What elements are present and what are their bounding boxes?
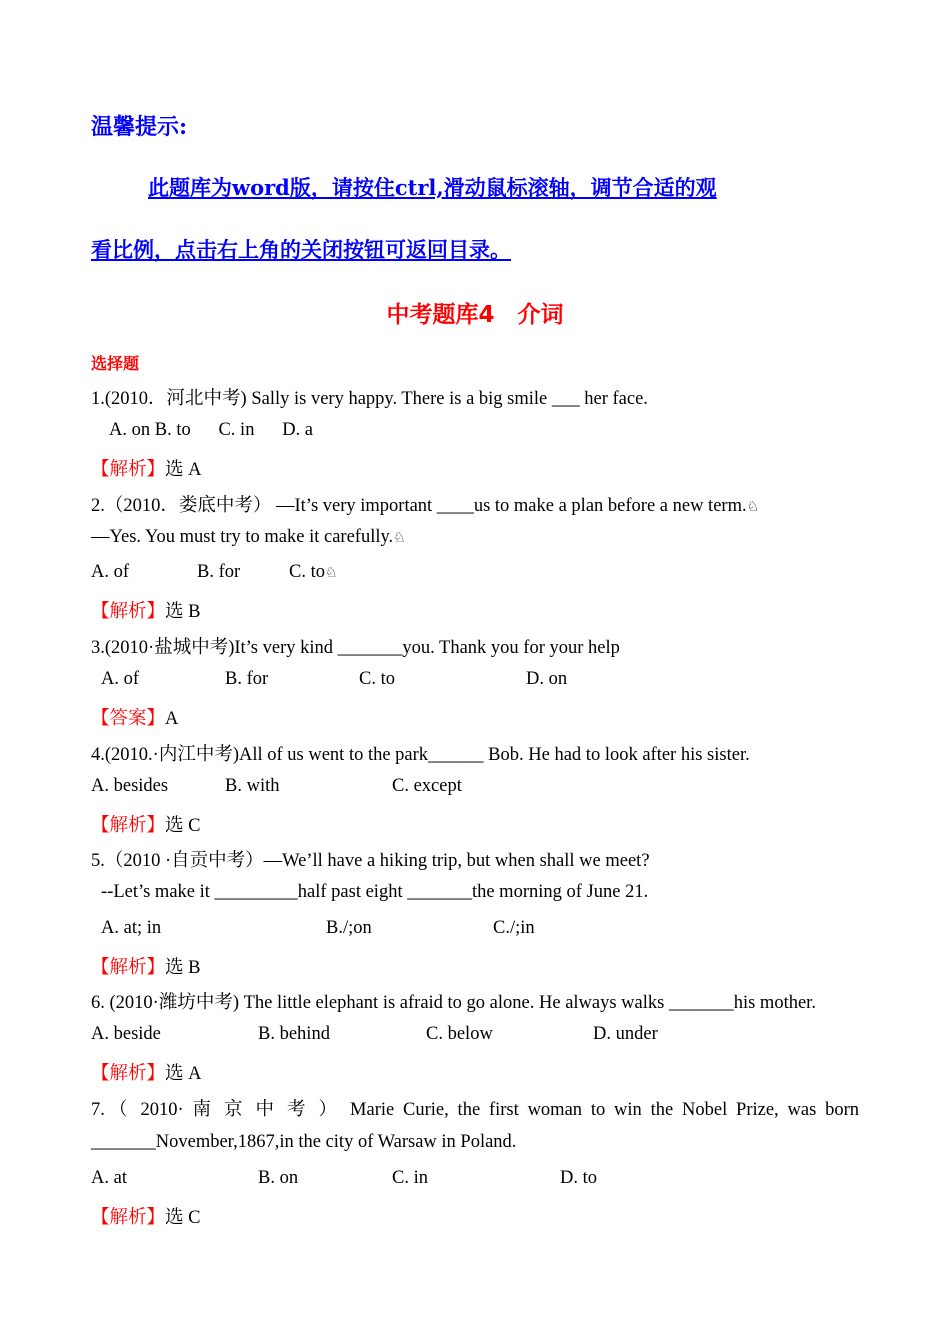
answer-text: A xyxy=(165,709,179,729)
q4-option-c: C. except xyxy=(392,776,462,796)
answer-tag: 【解析】 xyxy=(91,602,166,622)
question-1-options: A. on B. to C. in D. a xyxy=(109,420,314,440)
q4-option-a: A. besides xyxy=(91,776,169,796)
answer-text: 选 C xyxy=(165,1208,201,1228)
q7-option-b: B. on xyxy=(258,1168,299,1188)
answer-tag: 【解析】 xyxy=(91,816,166,836)
question-7-answer xyxy=(91,1203,200,1229)
question-6-stem: 6. (2010·潍坊中考) The little elephant is afraid to go alone. He always walks _______his mother. xyxy=(91,993,816,1013)
question-6-answer xyxy=(91,1059,202,1085)
tip-title: 温馨提示: xyxy=(91,114,188,140)
question-2-line2 xyxy=(91,527,406,548)
question-2-text: 2.（2010．娄底中考） —It’s very important ____us to make a plan before a new term. xyxy=(91,496,747,516)
answer-tag: 【解析】 xyxy=(91,460,166,480)
return-mark-icon: ♘ xyxy=(324,566,338,581)
question-2-text-2: —Yes. You must try to make it carefully. xyxy=(91,527,394,547)
question-2-stem xyxy=(91,491,759,517)
question-4-stem: 4.(2010.·内江中考)All of us went to the park______ Bob. He had to look after his sister. xyxy=(91,745,750,765)
question-3-stem: 3.(2010·盐城中考)It’s very kind _______you. Thank you for your help xyxy=(91,638,620,658)
q2-option-a: A. of xyxy=(91,562,130,582)
q4-option-b: B. with xyxy=(225,776,280,796)
answer-text: 选 B xyxy=(165,958,201,978)
q6-option-b: B. behind xyxy=(258,1024,330,1044)
q3-option-a: A. of xyxy=(101,669,140,689)
question-1-stem: 1.(2010．河北中考) Sally is very happy. There is a big smile ___ her face. xyxy=(91,389,648,409)
question-5-answer xyxy=(91,953,200,979)
q5-option-c: C./;in xyxy=(493,918,535,938)
q3-option-d: D. on xyxy=(526,669,568,689)
q5-option-b: B./;on xyxy=(326,918,372,938)
q6-option-c: C. below xyxy=(426,1024,493,1044)
question-3-answer xyxy=(91,704,178,730)
answer-tag: 【解析】 xyxy=(91,1064,166,1084)
return-mark-icon: ♘ xyxy=(393,531,406,546)
section-heading: 选择题 xyxy=(91,354,140,373)
q7-option-d: D. to xyxy=(560,1168,597,1188)
question-2-answer xyxy=(91,597,200,623)
q5-option-a: A. at; in xyxy=(101,918,162,938)
answer-text: 选 B xyxy=(165,602,201,622)
question-7-line2: _______November,1867,in the city of Warsaw in Poland. xyxy=(91,1132,517,1152)
tip-line-2: 看比例，点击右上角的关闭按钮可返回目录。 xyxy=(91,237,511,262)
question-5-line2: --Let’s make it _________half past eight _______the morning of June 21. xyxy=(101,882,649,902)
q2-option-c xyxy=(289,562,338,583)
q7-option-c: C. in xyxy=(392,1168,428,1188)
q2-option-b: B. for xyxy=(197,562,241,582)
answer-tag: 【答案】 xyxy=(91,709,166,729)
answer-text: 选 A xyxy=(165,1064,202,1084)
question-4-answer xyxy=(91,811,200,837)
question-1-answer xyxy=(91,455,202,481)
q6-option-a: A. beside xyxy=(91,1024,161,1044)
q6-option-d: D. under xyxy=(593,1024,658,1044)
answer-text: 选 A xyxy=(165,460,202,480)
document-title: 中考题库4 介词 xyxy=(386,302,564,328)
answer-tag: 【解析】 xyxy=(91,1208,166,1228)
question-7-stem: 7.（ 2010· 南 京 中 考 ） Marie Curie, the first woman to win the Nobel Prize, was born xyxy=(91,1100,859,1120)
return-mark-icon: ♘ xyxy=(746,500,760,515)
q3-option-b: B. for xyxy=(225,669,269,689)
question-5-stem: 5.（2010 ·自贡中考）—We’ll have a hiking trip, but when shall we meet? xyxy=(91,851,650,871)
tip-line-1: 此题库为word版，请按住ctrl,滑动鼠标滚轴，调节合适的观 xyxy=(148,175,717,200)
q7-option-a: A. at xyxy=(91,1168,127,1188)
answer-tag: 【解析】 xyxy=(91,958,166,978)
answer-text: 选 C xyxy=(165,816,201,836)
q2-option-c-text: C. to xyxy=(289,562,325,582)
q3-option-c: C. to xyxy=(359,669,395,689)
